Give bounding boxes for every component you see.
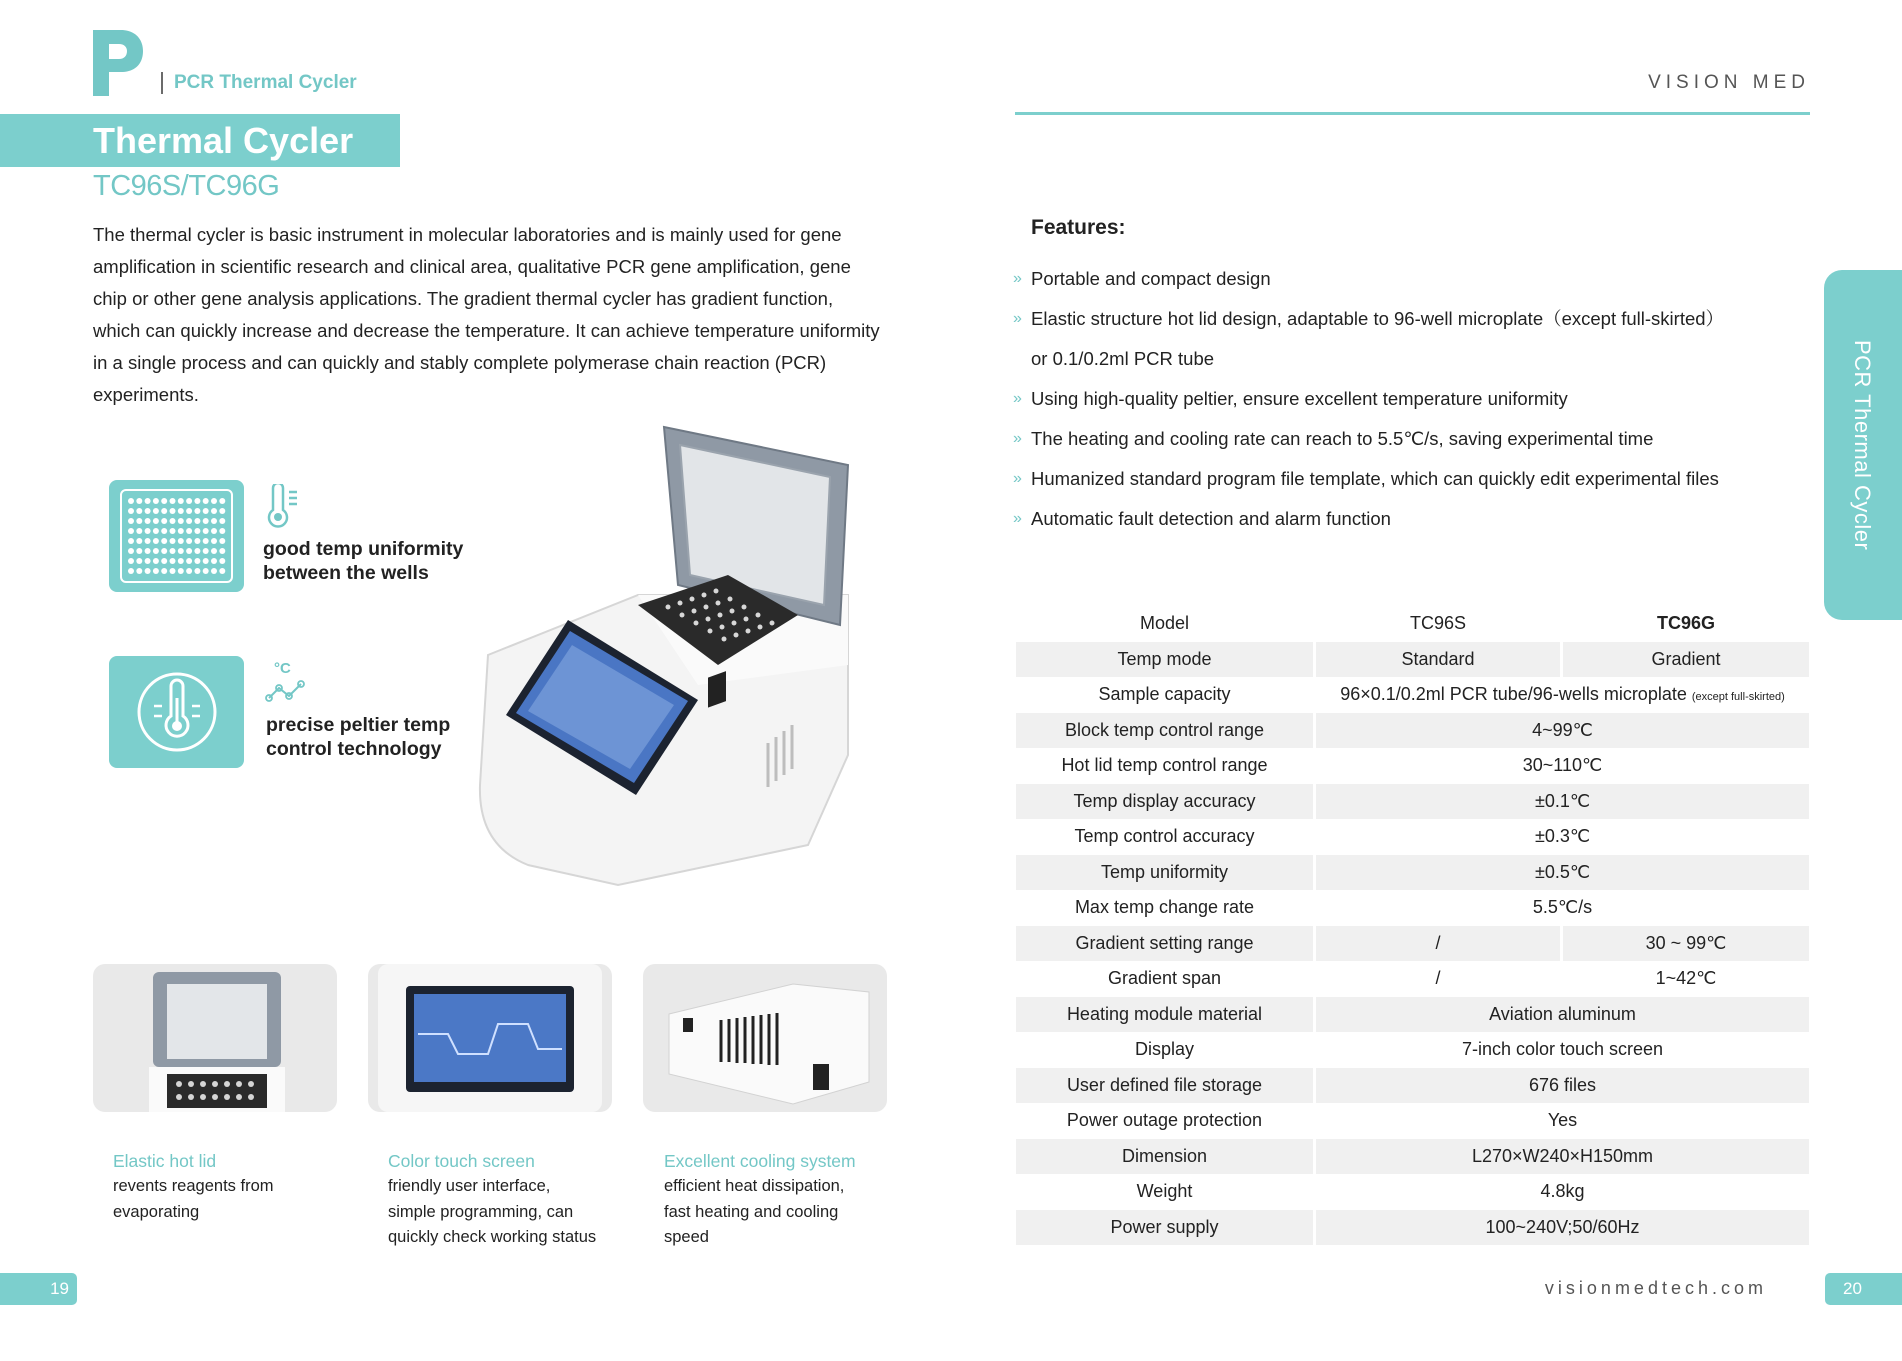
caption-line: efficient heat dissipation, <box>664 1177 845 1195</box>
intro-paragraph: The thermal cycler is basic instrument in molecular laboratories and is mainly used for gene amplification in scientific research and clinical area, qualitative PCR gene amplification, gene chip or other gene analysis applications. The gradient thermal cycler has gradient function, which can quickly increase and decrease the temperature. It can achieve temperature uniformity in a single process and can quickly and stably complete polymerase chain reaction (PCR) experiments. <box>93 224 880 405</box>
table-row <box>1016 1032 1809 1068</box>
well-dot <box>178 518 184 524</box>
caption-line: evaporating <box>113 1202 200 1221</box>
row-label: Weight <box>1016 1174 1316 1210</box>
table-row <box>1016 748 1809 784</box>
well-dot <box>194 518 200 524</box>
well-dot <box>194 548 200 554</box>
features-heading: Features: <box>1031 216 1126 239</box>
well-dot <box>219 498 225 504</box>
feature-item <box>1013 379 1793 419</box>
row-value: ±0.5℃ <box>1316 855 1809 891</box>
well-dot <box>211 498 217 504</box>
row-value: 5.5℃/s <box>1532 897 1593 918</box>
thumbnail-touch-screen <box>368 964 612 1112</box>
caption-line: speed <box>664 1228 709 1246</box>
thermal-cycler-product-image <box>468 425 860 895</box>
well-dot <box>136 528 142 534</box>
row-value: 4~99℃ <box>1316 713 1809 749</box>
side-tab-label <box>1823 270 1901 620</box>
well-dot <box>178 538 184 544</box>
well-dot <box>128 508 134 514</box>
caption-line: quickly check working status <box>388 1228 597 1246</box>
bullet-icon: » <box>1013 470 1022 487</box>
well-dot <box>219 558 225 564</box>
well-dot <box>145 528 151 534</box>
table-row <box>1016 1174 1809 1210</box>
section-label: PCR Thermal Cycler <box>161 72 357 94</box>
row-value: Aviation aluminum <box>1316 997 1809 1033</box>
caption-body <box>388 1174 628 1251</box>
feature-item <box>1013 459 1793 499</box>
well-dot <box>170 568 176 574</box>
logo-p-mark <box>93 30 143 96</box>
well-dot <box>136 498 142 504</box>
header-rule <box>1015 112 1810 115</box>
row-label: Max temp change rate <box>1016 890 1316 926</box>
well-dot <box>161 518 167 524</box>
well-dot <box>194 498 200 504</box>
well-dot <box>145 558 151 564</box>
thermometer-icon <box>265 484 299 528</box>
row-value <box>1316 677 1809 713</box>
table-row <box>1016 997 1809 1033</box>
well-dot <box>170 548 176 554</box>
well-dot <box>211 518 217 524</box>
table-row <box>1016 642 1809 678</box>
well-dot <box>178 558 184 564</box>
celsius-label: °C <box>274 660 291 677</box>
well-dot <box>186 498 192 504</box>
caption-title: Elastic hot lid <box>113 1151 217 1171</box>
well-dot <box>203 498 209 504</box>
caption-title: Excellent cooling system <box>664 1151 856 1171</box>
feature-text: Elastic structure hot lid design, adaptable to 96-well microplate（except full-skirted） <box>1031 308 1725 329</box>
well-dot <box>219 548 225 554</box>
well-dot <box>211 548 217 554</box>
well-dot <box>170 518 176 524</box>
well-dot <box>194 528 200 534</box>
row-value-text: 96×0.1/0.2ml PCR tube/96-wells microplate <box>1340 684 1687 705</box>
feature-text: The heating and cooling rate can reach to 5.5℃/s, saving experimental time <box>1031 428 1654 449</box>
well-dot <box>194 568 200 574</box>
table-row <box>1016 1068 1809 1104</box>
table-row <box>1016 1210 1809 1246</box>
page-title: Thermal Cycler <box>93 120 354 161</box>
bullet-icon: » <box>1013 310 1022 327</box>
feature-item <box>1013 499 1793 539</box>
well-dot <box>136 518 142 524</box>
table-row <box>1016 1103 1809 1139</box>
row-value: ±0.1℃ <box>1316 784 1809 820</box>
row-value: 4.8kg <box>1540 1181 1585 1202</box>
row-value: 30~110℃ <box>1522 755 1603 776</box>
row-label: Display <box>1016 1032 1316 1068</box>
well-dot <box>219 518 225 524</box>
well-dot <box>153 498 159 504</box>
well-dot <box>170 538 176 544</box>
well-dot <box>145 508 151 514</box>
row-label: Temp mode <box>1016 642 1316 678</box>
table-row <box>1016 713 1809 749</box>
row-value: / <box>1316 961 1563 997</box>
highlight-line: control technology <box>266 738 442 760</box>
well-dot <box>219 538 225 544</box>
well-dot <box>161 538 167 544</box>
caption-line: simple programming, can <box>388 1202 574 1221</box>
well-dot <box>178 508 184 514</box>
row-label: Temp display accuracy <box>1016 784 1316 820</box>
feature-item <box>1013 339 1793 379</box>
header-cell: TC96S <box>1316 606 1563 642</box>
table-row <box>1016 926 1809 962</box>
well-dot <box>136 508 142 514</box>
well-dot <box>153 528 159 534</box>
well-dot <box>128 538 134 544</box>
well-dot <box>203 508 209 514</box>
well-plate-icon <box>109 480 244 592</box>
caption-cooling <box>664 1148 904 1251</box>
feature-text: or 0.1/0.2ml PCR tube <box>1031 348 1215 369</box>
well-dot <box>186 558 192 564</box>
row-value: 30 ~ 99℃ <box>1563 926 1809 962</box>
well-dot <box>211 528 217 534</box>
highlight-line: between the wells <box>263 562 429 584</box>
well-dot <box>203 558 209 564</box>
well-dot <box>219 508 225 514</box>
model-names: TC96S/TC96G <box>93 170 280 202</box>
feature-item <box>1013 419 1793 459</box>
highlight-peltier <box>266 713 450 761</box>
feature-text: Portable and compact design <box>1031 268 1271 289</box>
well-dot <box>153 508 159 514</box>
well-dot <box>194 508 200 514</box>
well-plate-icon-box <box>109 480 244 592</box>
spec-table <box>1016 606 1809 1245</box>
well-dot <box>211 508 217 514</box>
feature-text: Automatic fault detection and alarm function <box>1031 508 1391 529</box>
well-dot <box>153 548 159 554</box>
well-dot <box>128 528 134 534</box>
well-dot <box>186 528 192 534</box>
thermometer-circle-icon <box>109 656 244 768</box>
caption-line: friendly user interface, <box>388 1177 551 1195</box>
well-dot <box>211 538 217 544</box>
bullet-icon: » <box>1013 430 1022 447</box>
caption-body <box>113 1174 353 1225</box>
well-dot <box>203 518 209 524</box>
well-dot <box>178 528 184 534</box>
well-dot <box>203 548 209 554</box>
well-dot <box>186 548 192 554</box>
well-dot <box>161 508 167 514</box>
thumbnail-cooling <box>643 964 887 1112</box>
table-row <box>1016 677 1809 713</box>
row-label: Power outage protection <box>1016 1103 1316 1139</box>
well-dot <box>219 528 225 534</box>
highlight-line: good temp uniformity <box>263 538 464 560</box>
well-dot <box>128 498 134 504</box>
row-label: Temp control accuracy <box>1016 819 1316 855</box>
row-label: Hot lid temp control range <box>1016 748 1316 784</box>
caption-title: Color touch screen <box>388 1151 535 1171</box>
bullet-icon: » <box>1013 390 1022 407</box>
header-cell: Model <box>1016 606 1316 642</box>
well-dot <box>136 548 142 554</box>
row-label: Sample capacity <box>1016 677 1316 713</box>
well-dot <box>161 498 167 504</box>
row-label: Temp uniformity <box>1016 855 1316 891</box>
cooling-system-image <box>643 964 887 1112</box>
feature-text: Humanized standard program file template, which can quickly edit experimental files <box>1031 468 1719 489</box>
row-value: 100~240V;50/60Hz <box>1316 1210 1809 1246</box>
row-label: User defined file storage <box>1016 1068 1316 1104</box>
well-dot <box>161 528 167 534</box>
well-dot <box>170 508 176 514</box>
page-number-right: 20 <box>1825 1273 1902 1305</box>
bullet-icon: » <box>1013 510 1022 527</box>
well-dot <box>186 568 192 574</box>
row-value: 1~42℃ <box>1655 968 1717 989</box>
bullet-icon: » <box>1013 270 1022 287</box>
caption-line: fast heating and cooling <box>664 1202 839 1221</box>
well-dot <box>203 528 209 534</box>
well-dot <box>170 558 176 564</box>
well-dot <box>211 568 217 574</box>
well-dot <box>194 558 200 564</box>
table-row <box>1016 855 1809 891</box>
website-url: visionmedtech.com <box>1544 1278 1767 1298</box>
row-value: L270×W240×H150mm <box>1316 1139 1809 1175</box>
row-value: 676 files <box>1316 1068 1809 1104</box>
well-dot <box>145 538 151 544</box>
well-dot <box>136 568 142 574</box>
brand-name: VISION MED <box>1648 72 1810 93</box>
well-dot <box>219 568 225 574</box>
row-value: ±0.3℃ <box>1534 826 1591 847</box>
well-dot <box>153 568 159 574</box>
features-list <box>1013 259 1793 539</box>
row-value: / <box>1316 926 1563 962</box>
well-dot <box>153 558 159 564</box>
row-label: Dimension <box>1016 1139 1316 1175</box>
well-dot <box>211 558 217 564</box>
well-dot <box>128 518 134 524</box>
row-value: Yes <box>1547 1110 1578 1131</box>
page-number-left: 19 <box>0 1273 77 1305</box>
caption-line: revents reagents from <box>113 1177 274 1195</box>
highlight-line: precise peltier temp <box>266 714 451 736</box>
table-row <box>1016 1139 1809 1175</box>
well-dot <box>194 538 200 544</box>
table-row <box>1016 819 1809 855</box>
row-label: Gradient setting range <box>1016 926 1316 962</box>
well-dot <box>161 568 167 574</box>
row-label: Power supply <box>1016 1210 1316 1246</box>
well-dot <box>178 548 184 554</box>
well-dot <box>145 548 151 554</box>
caption-touch-screen <box>388 1148 628 1251</box>
thermometer-circle-icon-box <box>109 656 244 768</box>
hot-lid-image <box>93 964 337 1112</box>
well-dot <box>161 558 167 564</box>
row-value: 7-inch color touch screen <box>1461 1039 1664 1060</box>
row-label: Gradient span <box>1016 961 1316 997</box>
well-dot <box>136 538 142 544</box>
well-dot <box>186 518 192 524</box>
row-label: Block temp control range <box>1016 713 1316 749</box>
feature-item <box>1013 299 1793 339</box>
well-dot <box>145 518 151 524</box>
well-dot <box>153 538 159 544</box>
row-value-note: (except full-skirted) <box>1691 691 1785 704</box>
well-dot <box>170 528 176 534</box>
well-dot <box>128 548 134 554</box>
row-value: Gradient <box>1563 642 1809 678</box>
row-label: Heating module material <box>1016 997 1316 1033</box>
well-dot <box>203 538 209 544</box>
table-row <box>1016 961 1809 997</box>
touch-screen-image <box>368 964 612 1112</box>
well-dot <box>145 498 151 504</box>
well-dot <box>186 508 192 514</box>
well-dot <box>178 568 184 574</box>
row-value: Standard <box>1316 642 1563 678</box>
feature-item <box>1013 259 1793 299</box>
side-tab-text: PCR Thermal Cycler <box>1850 339 1875 551</box>
table-row <box>1016 890 1809 926</box>
feature-text: Using high-quality peltier, ensure excellent temperature uniformity <box>1031 388 1568 409</box>
thumbnail-hot-lid <box>93 964 337 1112</box>
well-dot <box>161 548 167 554</box>
well-dot <box>178 498 184 504</box>
table-header-row <box>1016 606 1809 642</box>
caption-body <box>664 1174 904 1251</box>
well-dot <box>153 518 159 524</box>
well-dot <box>128 568 134 574</box>
well-dot <box>145 568 151 574</box>
table-row <box>1016 784 1809 820</box>
well-dot <box>170 498 176 504</box>
caption-hot-lid <box>113 1148 353 1225</box>
header-cell: TC96G <box>1563 606 1809 642</box>
highlight-uniformity <box>263 537 463 585</box>
well-dot <box>186 538 192 544</box>
well-dot <box>136 558 142 564</box>
trend-line-icon <box>265 678 305 704</box>
well-dot <box>128 558 134 564</box>
well-dot <box>203 568 209 574</box>
